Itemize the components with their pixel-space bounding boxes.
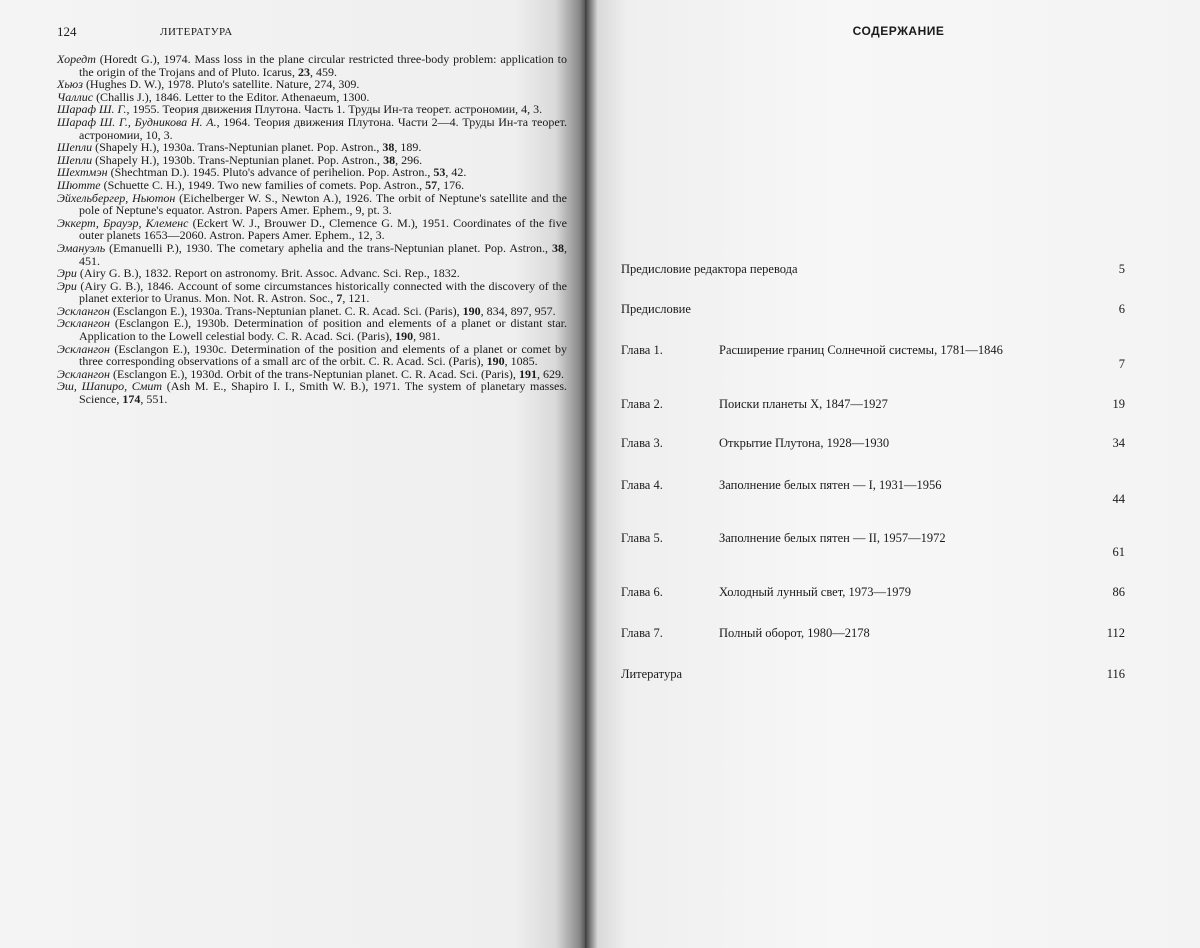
reference-text: , 1955. Теория движения Плутона. Часть 1. Труды Ин-та теорет. астрономии, 4, 3. xyxy=(126,102,543,117)
toc-page-number: 19 xyxy=(1112,397,1125,411)
toc-chapter-title: Холодный лунный свет, 1973—1979 xyxy=(719,585,911,599)
reference-volume: 57 xyxy=(425,177,438,192)
reference-entry xyxy=(57,217,567,242)
toc-chapter-number: Глава 6. xyxy=(621,585,663,599)
toc-page-number: 34 xyxy=(1112,436,1125,450)
toc-chapter-title: Поиски планеты X, 1847—1927 xyxy=(719,397,888,411)
reference-pages: , 551. xyxy=(140,392,168,407)
toc-entry-label: Литература xyxy=(621,667,682,681)
toc-entry-label: Предисловие xyxy=(621,302,691,316)
toc-chapter-title: Расширение границ Солнечной системы, 1781—1846 xyxy=(719,343,1003,357)
reference-text: (Hughes D. W.), 1978. Pluto's satellite. Nature, 274, 309. xyxy=(82,77,360,92)
reference-text: , 1964. Теория движения Плутона. Части 2—4. Труды Ин-та теорет. астрономии, 10, 3. xyxy=(79,114,567,142)
left-page xyxy=(0,0,585,948)
book-gutter xyxy=(585,0,597,948)
reference-volume: 7 xyxy=(336,291,343,306)
reference-list xyxy=(57,53,567,406)
reference-entry xyxy=(57,343,567,368)
toc-chapter-number: Глава 4. xyxy=(621,478,663,492)
reference-entry xyxy=(57,192,567,217)
reference-volume: 190 xyxy=(395,329,414,344)
toc-page-number: 112 xyxy=(1106,626,1125,640)
reference-pages: , 459. xyxy=(309,64,337,79)
reference-text: (Emanuelli P.), 1930. The cometary aphelia and the trans-Neptunian planet. Pop. Astron., xyxy=(105,240,552,255)
reference-pages: , 42. xyxy=(445,165,467,180)
reference-text: (Airy G. B.), 1846. Account of some circumstances historically connected with the discovery of the planet exterior to Uranus. Mon. Not. R. Astron. Soc., xyxy=(76,278,567,306)
running-head: ЛИТЕРАТУРА xyxy=(160,26,233,38)
reference-entry xyxy=(57,116,567,141)
reference-pages: , 189. xyxy=(394,140,422,155)
toc-chapter-number: Глава 3. xyxy=(621,436,663,450)
reference-volume: 191 xyxy=(518,366,537,381)
reference-text: (Esclangon E.), 1930c. Determination of the position and elements of a planet or comet by three corresponding observations of a small arc of the orbit. C. R. Acad. Sci. (Paris), xyxy=(79,341,567,369)
reference-authors: Эри xyxy=(57,266,77,281)
reference-pages: , 296. xyxy=(395,152,423,167)
toc-page-number: 61 xyxy=(1112,545,1125,559)
reference-volume: 174 xyxy=(122,392,141,407)
reference-pages: , 176. xyxy=(437,177,465,192)
reference-volume: 23 xyxy=(297,64,310,79)
reference-entry xyxy=(57,53,567,78)
reference-pages: , 629. xyxy=(536,366,564,381)
toc-entry-label: Предисловие редактора перевода xyxy=(621,262,798,276)
reference-entry xyxy=(57,380,567,405)
reference-text: (Schuette C. H.), 1949. Two new families of comets. Pop. Astron., xyxy=(100,177,426,192)
reference-text: (Shechtman D.). 1945. Pluto's advance of perihelion. Pop. Astron., xyxy=(107,165,434,180)
toc-chapter-title: Заполнение белых пятен — II, 1957—1972 xyxy=(719,531,946,545)
reference-authors: Шютте xyxy=(57,177,101,192)
toc-chapter-title: Полный оборот, 1980—2178 xyxy=(719,626,870,640)
reference-volume: 190 xyxy=(462,303,481,318)
toc-chapter-number: Глава 7. xyxy=(621,626,663,640)
toc-page-number: 7 xyxy=(1118,357,1125,371)
reference-authors: Хьюз xyxy=(57,77,83,92)
reference-authors: Эсклангон xyxy=(57,303,111,318)
toc-page-number: 5 xyxy=(1118,262,1125,276)
toc-page-number: 116 xyxy=(1106,667,1125,681)
toc-chapter-title: Заполнение белых пятен — I, 1931—1956 xyxy=(719,478,942,492)
reference-pages: , 834, 897, 957. xyxy=(480,303,556,318)
reference-authors: Эмануэль xyxy=(57,240,106,255)
contents-heading: СОДЕРЖАНИЕ xyxy=(852,24,945,38)
reference-text: (Ash M. E., Shapiro I. I., Smith W. B.), 1971. The system of planetary masses. Science, xyxy=(79,379,567,407)
reference-text: (Shapely H.), 1930a. Trans-Neptunian planet. Pop. Astron., xyxy=(92,140,383,155)
reference-authors: Эсклангон xyxy=(57,366,111,381)
reference-text: (Horedt G.), 1974. Mass loss in the plane circular restricted three-body problem: application to the origin of the Trojans and of Pluto. Icarus, xyxy=(79,52,567,79)
reference-entry xyxy=(57,317,567,342)
reference-authors: Шараф Ш. Г. xyxy=(57,102,127,117)
reference-text: (Shapely H.), 1930b. Trans-Neptunian planet. Pop. Astron., xyxy=(92,152,384,167)
reference-authors: Эсклангон xyxy=(57,341,111,356)
reference-volume: 38 xyxy=(552,240,564,255)
reference-authors: Чаллис xyxy=(57,89,94,104)
reference-volume: 38 xyxy=(383,152,396,167)
toc-page-number: 6 xyxy=(1118,302,1125,316)
reference-authors: Эш, Шапиро, Смит xyxy=(57,379,163,394)
reference-authors: Шепли xyxy=(57,152,93,167)
toc-chapter-number: Глава 1. xyxy=(621,343,663,357)
reference-pages: , 1085. xyxy=(504,354,538,369)
toc-chapter-number: Глава 5. xyxy=(621,531,663,545)
reference-authors: Хоредт xyxy=(57,52,96,66)
toc-page-number: 44 xyxy=(1112,492,1125,506)
reference-entry xyxy=(57,280,567,305)
reference-volume: 190 xyxy=(486,354,505,369)
reference-authors: Эккерт, Брауэр, Клеменс xyxy=(57,215,189,230)
reference-text: (Esclangon E.), 1930b. Determination of position and elements of a planet or distant star. Application to the Lowell celestial body. C. R. Acad. Sci. (Paris), xyxy=(79,316,567,344)
reference-text: (Challis J.), 1846. Letter to the Editor. Athenaeum, 1300. xyxy=(93,89,370,104)
reference-authors: Эсклангон xyxy=(57,316,111,331)
reference-text: (Eichelberger W. S., Newton A.), 1926. The orbit of Neptune's satellite and the pole of Neptune's equator. Astron. Papers Amer. Ephem., 9, pt. 3. xyxy=(79,190,568,218)
reference-authors: Эри xyxy=(57,278,77,293)
reference-text: (Airy G. B.), 1832. Report on astronomy. Brit. Assoc. Advanc. Sci. Rep., 1832. xyxy=(76,266,460,281)
reference-authors: Шепли xyxy=(57,140,93,155)
reference-pages: , 121. xyxy=(342,291,370,306)
reference-text: (Esclangon E.), 1930d. Orbit of the trans-Neptunian planet. C. R. Acad. Sci. (Paris), xyxy=(110,366,519,381)
page-number: 124 xyxy=(57,24,77,39)
reference-authors: Шехтмэн xyxy=(57,165,108,180)
reference-authors: Шараф Ш. Г., Будникова Н. А. xyxy=(57,114,217,129)
reference-authors: Эйхельбергер, Ньютон xyxy=(57,190,176,205)
reference-volume: 38 xyxy=(382,140,395,155)
right-page xyxy=(597,0,1200,948)
reference-pages: , 981. xyxy=(413,329,441,344)
reference-text: (Eckert W. J., Brouwer D., Clemence G. M.), 1951. Coordinates of the five outer planets 1653—2060. Astron. Papers Amer. Ephem., 12, 3. xyxy=(79,215,567,243)
toc-chapter-title: Открытие Плутона, 1928—1930 xyxy=(719,436,890,450)
reference-pages: , 451. xyxy=(79,240,567,268)
reference-volume: 53 xyxy=(433,165,446,180)
toc-page-number: 86 xyxy=(1112,585,1125,599)
reference-text: (Esclangon E.), 1930a. Trans-Neptunian planet. C. R. Acad. Sci. (Paris), xyxy=(110,303,463,318)
reference-entry xyxy=(57,242,567,267)
toc-chapter-number: Глава 2. xyxy=(621,397,663,411)
